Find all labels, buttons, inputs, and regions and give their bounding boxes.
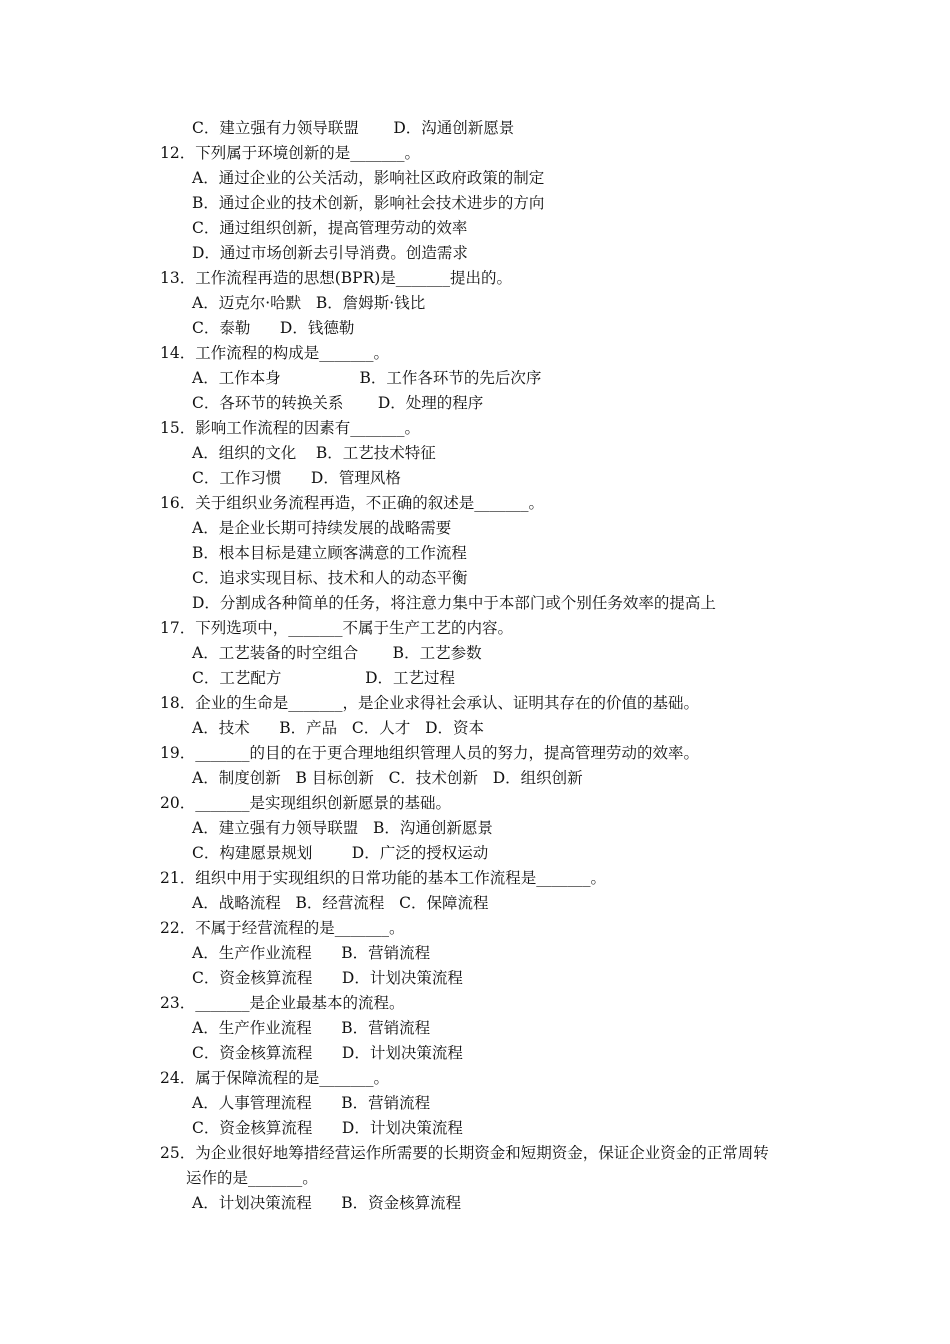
question-line: 12．下列属于环境创新的是_______。 <box>160 144 420 162</box>
option-line: C．资金核算流程 D．计划决策流程 <box>192 1119 463 1137</box>
option-line: A．计划决策流程 B．资金核算流程 <box>192 1194 462 1212</box>
option-line: A．生产作业流程 B．营销流程 <box>192 944 431 962</box>
option-line: A．人事管理流程 B．营销流程 <box>192 1094 431 1112</box>
question-line: 20．_______是实现组织创新愿景的基础。 <box>160 794 451 812</box>
option-line: B．根本目标是建立顾客满意的工作流程 <box>192 544 467 562</box>
option-line: D．通过市场创新去引导消费。创造需求 <box>192 244 468 262</box>
option-line: A．技术 B．产品 C．人才 D．资本 <box>192 719 484 737</box>
option-line: C．资金核算流程 D．计划决策流程 <box>192 969 463 987</box>
question-line: 13．工作流程再造的思想(BPR)是_______提出的。 <box>160 269 513 287</box>
option-line: A．迈克尔·哈默 B．詹姆斯·钱比 <box>192 294 426 312</box>
option-line: A．是企业长期可持续发展的战略需要 <box>192 519 452 537</box>
question-line: 18．企业的生命是_______，是企业求得社会承认、证明其存在的价值的基础。 <box>160 694 699 712</box>
question-line: 23．_______是企业最基本的流程。 <box>160 994 405 1012</box>
option-line: A．生产作业流程 B．营销流程 <box>192 1019 431 1037</box>
option-line: A．组织的文化 B．工艺技术特征 <box>192 444 436 462</box>
option-line: C．构建愿景规划 D．广泛的授权运动 <box>192 844 489 862</box>
question-line: 25．为企业很好地筹措经营运作所需要的长期资金和短期资金，保证企业资金的正常周转 <box>160 1144 769 1162</box>
option-line: C．追求实现目标、技术和人的动态平衡 <box>192 569 468 587</box>
question-line: 19．_______的目的在于更合理地组织管理人员的努力，提高管理劳动的效率。 <box>160 744 699 762</box>
question-line: 24．属于保障流程的是_______。 <box>160 1069 389 1087</box>
option-line: C．各环节的转换关系 D．处理的程序 <box>192 394 484 412</box>
option-line: A．通过企业的公关活动，影响社区政府政策的制定 <box>192 169 545 187</box>
question-line: 16．关于组织业务流程再造，不正确的叙述是_______。 <box>160 494 544 512</box>
option-line: A．战略流程 B．经营流程 C．保障流程 <box>192 894 489 912</box>
option-line: B．通过企业的技术创新，影响社会技术进步的方向 <box>192 194 545 212</box>
option-line: A．工作本身 B．工作各环节的先后次序 <box>192 369 542 387</box>
question-line: 22．不属于经营流程的是_______。 <box>160 919 405 937</box>
option-line: C．泰勒 D．钱德勒 <box>192 319 355 337</box>
question-continuation-line: 运作的是_______。 <box>186 1169 318 1187</box>
option-line: C．工艺配方 D．工艺过程 <box>192 669 456 687</box>
question-line: 15．影响工作流程的因素有_______。 <box>160 419 420 437</box>
option-line: C．资金核算流程 D．计划决策流程 <box>192 1044 463 1062</box>
text-line: C．建立强有力领导联盟 D．沟通创新愿景 <box>192 119 515 137</box>
question-line: 21．组织中用于实现组织的日常功能的基本工作流程是_______。 <box>160 869 606 887</box>
option-line: A．工艺装备的时空组合 B．工艺参数 <box>192 644 482 662</box>
question-line: 14．工作流程的构成是_______。 <box>160 344 389 362</box>
option-line: C．工作习惯 D．管理风格 <box>192 469 401 487</box>
option-line: A．建立强有力领导联盟 B．沟通创新愿景 <box>192 819 493 837</box>
option-line: C．通过组织创新，提高管理劳动的效率 <box>192 219 468 237</box>
option-line: D．分割成各种简单的任务，将注意力集中于本部门或个别任务效率的提高上 <box>192 594 716 612</box>
question-line: 17．下列选项中，_______不属于生产工艺的内容。 <box>160 619 513 637</box>
option-line: A．制度创新 B 目标创新 C．技术创新 D．组织创新 <box>192 769 583 787</box>
